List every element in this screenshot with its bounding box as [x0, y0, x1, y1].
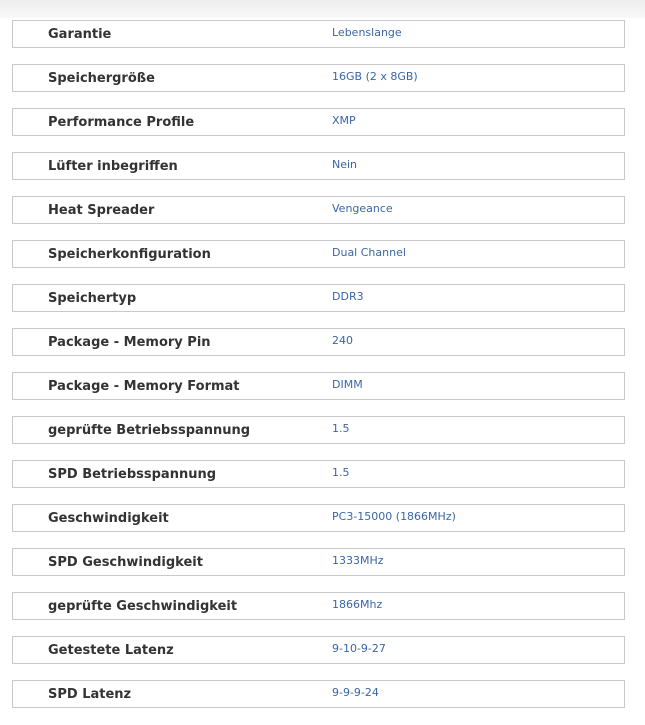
spec-row-garantie: [12, 20, 625, 48]
spec-label: geprüfte Geschwindigkeit: [48, 599, 238, 614]
spec-value: DDR3: [332, 290, 364, 303]
spec-row-speichergroesse: [12, 64, 625, 92]
spec-value: PC3-15000 (1866MHz): [332, 510, 456, 523]
spec-label: Performance Profile: [48, 115, 195, 130]
spec-row-heat-spreader: [12, 196, 625, 224]
spec-row-spd-geschwindigkeit: [12, 548, 625, 576]
spec-value: 1.5: [332, 422, 350, 435]
spec-row-speichertyp: [12, 284, 625, 312]
spec-row-geschwindigkeit: [12, 504, 625, 532]
spec-value: Nein: [332, 158, 358, 171]
spec-row-luefter: [12, 152, 625, 180]
spec-label: Getestete Latenz: [48, 643, 174, 658]
spec-label: Speichergröße: [48, 71, 155, 86]
spec-label: Geschwindigkeit: [48, 511, 169, 526]
spec-row-memory-pin: [12, 328, 625, 356]
spec-label: Heat Spreader: [48, 203, 155, 218]
spec-label: SPD Latenz: [48, 687, 132, 702]
spec-label: Package - Memory Pin: [48, 335, 211, 350]
spec-label: Package - Memory Format: [48, 379, 240, 394]
spec-label: SPD Geschwindigkeit: [48, 555, 203, 570]
spec-value: 9-10-9-27: [332, 642, 386, 655]
spec-value: Dual Channel: [332, 246, 406, 259]
spec-row-speicherkonfiguration: [12, 240, 625, 268]
spec-value: 9-9-9-24: [332, 686, 379, 699]
spec-label: Speichertyp: [48, 291, 137, 306]
spec-label: Speicherkonfiguration: [48, 247, 211, 262]
spec-row-spd-betriebsspannung: [12, 460, 625, 488]
spec-value: Vengeance: [332, 202, 393, 215]
spec-value: XMP: [332, 114, 356, 127]
spec-value: 240: [332, 334, 353, 347]
spec-table: [12, 20, 625, 724]
spec-value: 1333MHz: [332, 554, 384, 567]
spec-label: Garantie: [48, 27, 112, 42]
spec-value: 1.5: [332, 466, 350, 479]
spec-row-getestete-latenz: [12, 636, 625, 664]
spec-value: 16GB (2 x 8GB): [332, 70, 418, 83]
spec-value: 1866Mhz: [332, 598, 383, 611]
spec-row-gepruefte-geschwindigkeit: [12, 592, 625, 620]
spec-label: Lüfter inbegriffen: [48, 159, 178, 174]
spec-value: Lebenslange: [332, 26, 402, 39]
spec-label: SPD Betriebsspannung: [48, 467, 217, 482]
spec-row-memory-format: [12, 372, 625, 400]
spec-value: DIMM: [332, 378, 363, 391]
spec-row-performance-profile: [12, 108, 625, 136]
spec-row-gepruefte-betriebsspannung: [12, 416, 625, 444]
spec-label: geprüfte Betriebsspannung: [48, 423, 251, 438]
page-top-bar: [0, 0, 645, 18]
spec-row-spd-latenz: [12, 680, 625, 708]
